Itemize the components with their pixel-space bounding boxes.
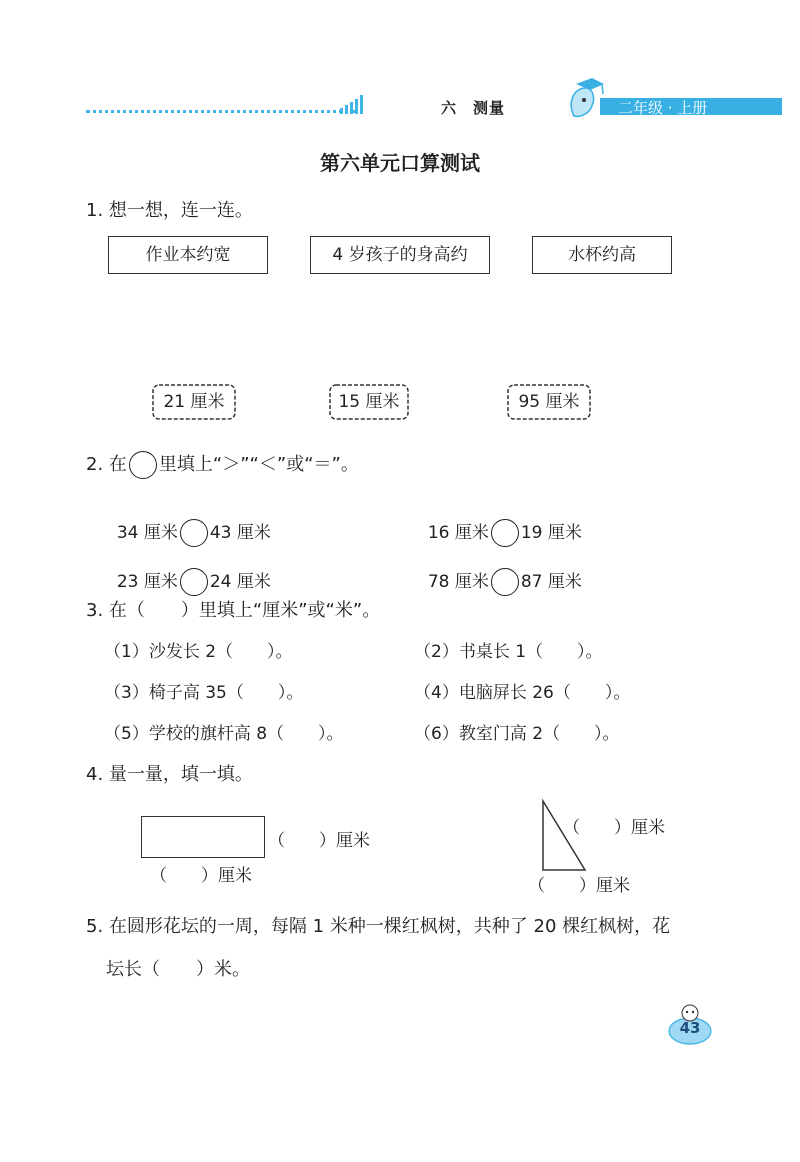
q1-box-2: 4 岁孩子的身高约 — [310, 236, 490, 274]
mascot-graduation-cap-icon — [562, 76, 608, 122]
q1-value-frame-2 — [327, 382, 411, 422]
q3-prompt: 3. 在（ ）里填上“厘米”或“米”。 — [86, 600, 381, 621]
q2-item-4-right: 87 厘米 — [520, 572, 582, 592]
q2-item-2 — [417, 498, 582, 547]
q4-rect-width-blank[interactable]: （ ）厘米 — [150, 866, 252, 886]
q4-triangle-base-blank[interactable]: （ ）厘米 — [528, 876, 630, 896]
q5-line-1: 5. 在圆形花坛的一周，每隔 1 米种一棵红枫树，共种了 20 棵红枫树，花 — [86, 916, 671, 937]
q2-answer-circle-3[interactable] — [180, 568, 208, 596]
q2-answer-circle-4[interactable] — [491, 568, 519, 596]
q3-item-3: （3）椅子高 35（ ）。 — [104, 683, 304, 703]
q2-item-4-left: 78 厘米 — [427, 572, 489, 592]
q3-item-1: （1）沙发长 2（ ）。 — [104, 642, 293, 662]
q2-prompt — [86, 450, 359, 479]
q2-prompt-start: 2. 在 — [86, 454, 127, 475]
grade-label: 二年级 · 上册 — [618, 99, 708, 117]
q2-answer-circle-2[interactable] — [491, 519, 519, 547]
q2-prompt-end: 里填上“＞”“＜”或“＝”。 — [158, 454, 359, 475]
q1-value-1: 21 厘米 — [163, 392, 225, 412]
header-bars-decoration — [340, 94, 366, 114]
q2-prompt-circle — [129, 451, 157, 479]
page-title: 第六单元口算测试 — [320, 151, 480, 175]
q2-item-3 — [106, 547, 271, 596]
q1-value-frame-3 — [505, 382, 593, 422]
q2-item-4 — [417, 547, 582, 596]
q3-item-6: （6）教室门高 2（ ）。 — [414, 724, 620, 744]
q1-box-1: 作业本约宽 — [108, 236, 268, 274]
chapter-title: 六 测量 — [441, 99, 506, 117]
q1-prompt: 1. 想一想，连一连。 — [86, 200, 253, 221]
q2-item-3-left: 23 厘米 — [116, 572, 178, 592]
q2-item-1-right: 43 厘米 — [209, 523, 271, 543]
q2-answer-circle-1[interactable] — [180, 519, 208, 547]
q2-item-2-right: 19 厘米 — [520, 523, 582, 543]
q2-item-2-left: 16 厘米 — [427, 523, 489, 543]
q5-line-2: 坛长（ ）米。 — [106, 959, 250, 980]
q2-item-1-left: 34 厘米 — [116, 523, 178, 543]
q4-triangle-hyp-blank[interactable]: （ ）厘米 — [563, 818, 665, 838]
q1-value-3: 95 厘米 — [518, 392, 580, 412]
q1-box-3: 水杯约高 — [532, 236, 672, 274]
q3-item-5: （5）学校的旗杆高 8（ ）。 — [104, 724, 344, 744]
q3-item-4: （4）电脑屏长 26（ ）。 — [414, 683, 631, 703]
q2-item-1 — [106, 498, 271, 547]
q1-value-frame-1 — [150, 382, 238, 422]
q2-item-3-right: 24 厘米 — [209, 572, 271, 592]
q4-prompt: 4. 量一量，填一填。 — [86, 764, 253, 785]
q1-value-2: 15 厘米 — [338, 392, 400, 412]
q3-item-2: （2）书桌长 1（ ）。 — [414, 642, 603, 662]
q4-rect-height-blank[interactable]: （ ）厘米 — [268, 831, 370, 851]
q4-rectangle — [141, 816, 265, 858]
header-dotted-rule — [86, 110, 356, 113]
page-number: 43 — [679, 1019, 701, 1037]
